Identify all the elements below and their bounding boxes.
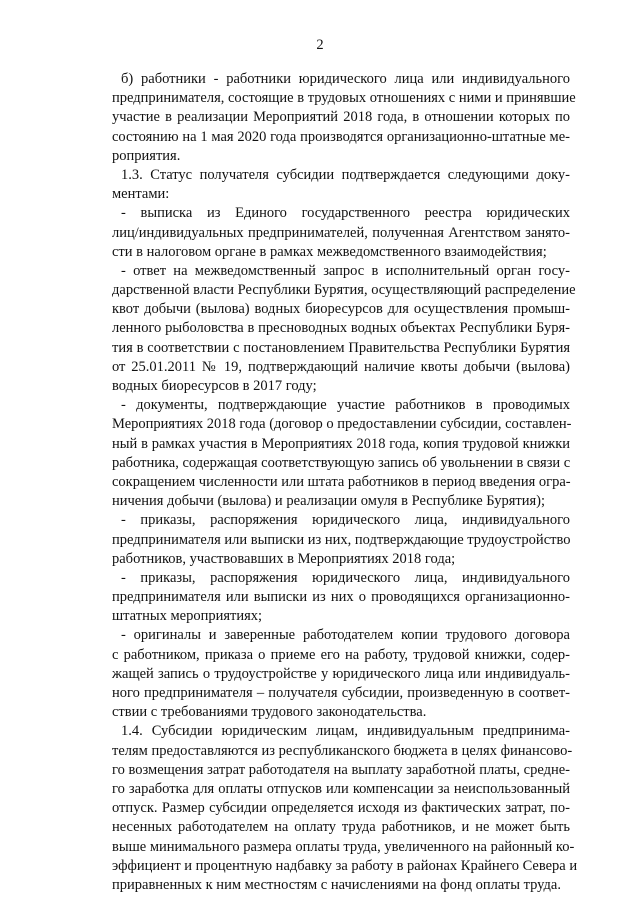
text-line: выше минимального размера оплаты труда, увеличенного на районный ко- (112, 838, 575, 855)
text-line: - выписка из Единого государственного реестра юридических (121, 205, 570, 222)
text-line: водных биоресурсов в 2017 году; (112, 378, 317, 394)
text-line: ный в рамках участия в Мероприятиях 2018 года, копия трудовой книжки (112, 435, 570, 452)
text-line: сти в налоговом органе в рамках межведомственного взаимодействия; (112, 243, 547, 260)
text-line: эффициент и процентную надбавку за работу в районах Крайнего Севера и (112, 857, 578, 874)
text-line: работников, участвовавших в Мероприятиях 2018 года; (112, 550, 456, 567)
text-line: ментами: (112, 186, 170, 203)
text-line: телям предоставляются из республиканского бюджета в целях финансово- (112, 742, 573, 759)
text-line: - приказы, распоряжения юридического лица, индивидуального (121, 512, 570, 529)
document-body (112, 70, 578, 895)
text-line: участие в реализации Мероприятий 2018 года, в отношении которых по (112, 109, 570, 126)
text-line: несенных работодателем на оплату труда работников, и не может быть (112, 819, 570, 836)
text-line: 1.4. Субсидии юридическим лицам, индивидуальным предпринима- (121, 723, 570, 740)
text-line: с работником, приказа о приеме его на работу, трудовой книжки, содер- (112, 646, 570, 663)
text-line: - документы, подтверждающие участие работников в проводимых (121, 397, 570, 414)
text-line: тия в соответствии с постановлением Правительства Республики Бурятия (112, 339, 570, 356)
text-line: лиц/индивидуальных предпринимателей, полученная Агентством занято- (112, 224, 570, 241)
text-line: приравненных к ним местностям с начислениями на фонд оплаты труда. (112, 876, 561, 893)
text-line: от 25.01.2011 № 19, подтверждающий наличие квоты добычи (вылова) (112, 358, 570, 375)
text-line: состоянию на 1 мая 2020 года производятся организационно-штатные ме- (112, 128, 570, 145)
text-line: роприятия. (112, 147, 181, 164)
text-line: ничения добычи (вылова) и реализации омуля в Республике Бурятия); (112, 493, 546, 510)
text-line: - ответ на межведомственный запрос в исполнительный орган госу- (121, 262, 570, 279)
text-line: жащей запись о трудоустройстве у юридического лица или индивидуаль- (112, 665, 570, 682)
text-line: предпринимателя, состоящие в трудовых отношениях с ними и принявшие (112, 90, 576, 107)
text-line: отпуск. Размер субсидии определяется исходя из фактических затрат, по- (112, 800, 570, 817)
page-number: 2 (316, 37, 324, 53)
text-line: го заработка для оплаты отпусков или компенсации за неиспользованный (112, 780, 570, 797)
text-line: ленного рыболовства в пресноводных водных объектах Республики Буря- (112, 320, 570, 337)
text-line: - приказы, распоряжения юридического лица, индивидуального (121, 569, 570, 586)
text-line: 1.3. Статус получателя субсидии подтверждается следующими доку- (121, 166, 570, 183)
text-line: го возмещения затрат работодателя на выплату заработной платы, средне- (112, 761, 570, 778)
text-line: - оригиналы и заверенные работодателем копии трудового договора (121, 627, 570, 644)
text-line: сокращением численности или штата работников в период введения огра- (112, 473, 571, 490)
text-line: ствии с требованиями трудового законодательства. (112, 704, 427, 721)
text-line: ного предпринимателя – получателя субсидии, произведенную в соответ- (112, 685, 570, 701)
text-line: предпринимателя или выписки из них о проводящихся организационно- (112, 589, 570, 606)
text-line: штатных мероприятиях; (112, 608, 263, 625)
text-line: предпринимателя или выписки из них, подтверждающие трудоустройство (112, 531, 571, 548)
text-line: Мероприятиях 2018 года (договор о предоставлении субсидии, составлен- (112, 416, 572, 433)
text-line: б) работники - работники юридического лица или индивидуального (121, 71, 570, 87)
text-line: дарственной власти Республики Бурятия, осуществляющий распределение (112, 282, 576, 299)
text-line: квот добычи (вылова) водных биоресурсов для осуществления промыш- (112, 301, 570, 318)
text-line: работника, содержащая соответствующую запись об увольнении в связи с (112, 454, 571, 471)
